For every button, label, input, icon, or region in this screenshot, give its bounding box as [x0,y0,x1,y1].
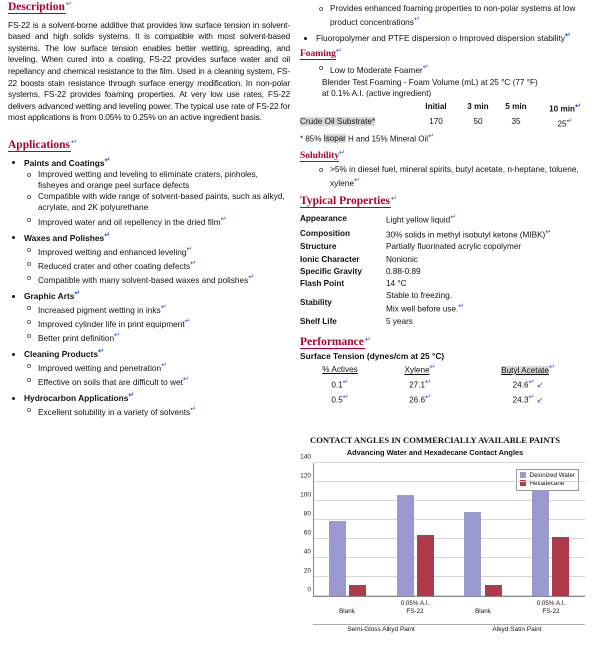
list-item: o Increased pigment wetting in inks↵ [38,302,290,316]
pilcrow-icon: ↵ [104,156,111,164]
description-body: FS-22 is a solvent-borne additive that provides low surface tension in solvent-based and high solids systems. It is compatible with most solvent-based systems. The low surface tension enables better wetting, spreading, and leveling. When cured into a coating, FS-22 provides surface water and oil repellancy and chemical resistance to the film. Used in a cleaning system, FS-22 boosts stain resistance through surface energy modification. In non-polar systems, FS-22 provides foaming properties. At very low use rates, FS-22 delivers advanced wetting and leveling power. The typical use rate of FS-22 for most applications is from 0.05% to 0.25% on an active ingredient basis. [8,19,290,123]
typical-properties-table [300,211,596,328]
list-item: • Fluoropolymer and PTFE dispersion o Improved dispersion stability↵ [316,30,596,44]
chart-plot-wrapper [277,453,593,641]
pilcrow-icon: ↵ [422,64,429,72]
pilcrow-icon: ↵ [186,245,193,253]
sub-list [24,302,290,344]
foaming-heading: Foaming [300,49,336,60]
chart-bar-hexadecane [349,585,366,596]
chart-xtick-0: Blank [339,607,355,615]
pilcrow-icon: ↵ [342,378,349,386]
chart-ytick-label: 0 [307,586,311,593]
performance-subtitle: Surface Tension (dynes/cm at 25 °C) [300,350,445,361]
chart-xtick-line: 0.05% A.I. [400,600,430,607]
list-item: o Improved wetting and enhanced leveling↵ [38,244,290,258]
chart-ytick-label: 80 [303,510,311,517]
list-item: o Excellent solubility in a variety of solvents↵ [38,404,290,418]
chart-bar-hexadecane [552,537,569,596]
chart-group-label-1: Alkyd Satin Paint [449,624,585,634]
chart-title: CONTACT ANGLES IN COMMERCIALLY AVAILABLE PAINTS [310,435,560,445]
chart-bar-deionized-water [397,495,414,596]
pilcrow-icon: ↵ [114,331,120,339]
table-row: Ionic Character Nonionic [300,254,418,264]
sub-list [24,169,290,228]
pilcrow-icon: ↵ [545,228,552,236]
pilcrow-icon: ↵ [71,139,77,146]
pilcrow-icon: ↵ [425,393,431,401]
list-item: o Compatible with many solvent-based waxes and polishes↵ [38,272,290,286]
legend-swatch-icon [520,472,526,478]
table-row: Composition 30% solids in methyl isobutyl ketone (MIBK)↵ [300,228,552,240]
pilcrow-icon: ↵ [528,378,535,386]
pilcrow-icon: ↵ [74,289,81,297]
performance-heading: Performance [300,335,364,348]
pilcrow-icon: ↵ [458,303,465,311]
foaming-note-line2: at 0.1% A.I. (active ingredient) [322,88,432,98]
table-row: 0.1↵ 27.1↵ 24.6↵ ↙ [331,378,544,390]
pilcrow-icon: ↵ [104,231,111,239]
chart-ytick-label: 140 [300,453,311,460]
chart-bar-deionized-water [464,512,481,596]
right-column [300,0,596,406]
list-item: o Effective on soils that are difficult to wet↵ [38,374,290,388]
table-row: Shelf Life 5 years [300,317,413,327]
list-item: • Paints and Coatings↵ o Improved wetting and leveling to eliminate craters, pinholes, fisheyes and orange peel surface defects o Compatible with wide range of solvent-based paints, such as alkyd, acrylate, and 2K polyurethane o Improved water and oil repellency in the dried film↵ [24,155,290,228]
pilcrow-icon: ↵ [342,393,349,401]
left-column [8,0,290,420]
table-row: Structure Partially fluorinated acrylic copolymer [300,242,522,252]
solubility-heading: Solubility [300,150,340,161]
list-item: • Cleaning Products↵ o Improved wetting and penetration↵ o Effective on soils that are difficult to wet↵ [24,346,290,388]
chart-legend [516,469,579,491]
list-item: o Improved water and oil repellency in the dried film↵ [38,214,290,228]
chart-gridline [300,453,585,463]
pilcrow-icon: ↵ [160,303,167,311]
pilcrow-icon: ↵ [339,149,345,157]
pilcrow-icon: ↵ [220,215,227,223]
pilcrow-icon: ↵ [425,378,431,386]
chart-xtick-line: FS-22 [406,607,424,615]
pilcrow-icon: ↵ [450,213,457,221]
foaming-row-label: Crude Oil Substrate* [300,116,376,126]
sub-list [24,404,290,418]
performance-table [300,362,596,406]
chart-xtick-1 [381,600,449,615]
continued-list [300,30,596,44]
pilcrow-icon: ↵ [429,364,436,372]
chart-xtick-2: Blank [475,607,491,615]
list-item: • Hydrocarbon Applications↵ o Excellent solubility in a variety of solvents↵ [24,390,290,418]
foaming-bullet-list [300,62,596,76]
pilcrow-icon: ↵ [528,393,535,401]
pilcrow-icon: ↵ [390,195,397,203]
list-item: o Improved wetting and penetration↵ [38,360,290,374]
chart-bar-deionized-water [329,521,346,596]
chart-ytick-label: 20 [303,567,311,574]
chart-xtick-line: 0.05% A.I. [536,600,566,607]
pilcrow-icon: ↵ [161,362,168,370]
chart-bar-hexadecane [417,535,434,596]
table-row: Appearance Light yellow liquid↵ [300,213,457,225]
list-item: o Provides enhanced foaming properties to non-polar systems at low product concentrations↵ [330,3,596,28]
pilcrow-icon: ↵ [413,16,420,24]
sub-list [24,244,290,286]
sub-list [24,360,290,388]
continued-sub-list [300,3,596,28]
chart-xtick-3 [517,600,585,615]
contact-angle-chart [277,435,593,657]
pilcrow-icon: ↵ [548,364,555,372]
table-row: Initial 3 min 5 min 10 min↵ [425,102,581,114]
list-item: o >5% in diesel fuel, mineral spirits, butyl acetate, n-heptane, toluene, xylene↵ [330,164,596,189]
return-icon: ↙ [534,395,544,405]
table-row: Crude Oil Substrate* 170 50 35 25↵ [300,116,596,131]
list-item: o Reduced crater and other coating defects↵ [38,258,290,272]
legend-entry: Hexadecane [520,480,575,488]
pilcrow-icon: ↵ [65,1,72,8]
list-item: • Graphic Arts↵ o Increased pigment wetting in inks↵ o Improved cylinder life in print equipment↵ o Better print definition↵ [24,288,290,344]
pilcrow-icon: ↵ [190,259,197,267]
chart-ytick-label: 60 [303,529,311,536]
chart-plot-area [300,453,585,597]
return-icon: ↙ [534,380,544,390]
applications-list [8,155,290,419]
list-item: o Compatible with wide range of solvent-based paints, such as alkyd, acrylate, and 2K polyurethane [38,191,290,213]
pilcrow-icon: ↵ [182,376,189,384]
list-item: o Improved wetting and leveling to eliminate craters, pinholes, fisheyes and orange peel surface defects [38,169,290,191]
pilcrow-icon: ↵ [565,32,571,40]
table-row: Flash Point 14 °C [300,279,407,289]
foaming-note-line1: Blender Test Foaming - Foam Volume (mL) at 25 °C (77 °F) [322,78,538,88]
pilcrow-icon: ↵ [335,47,342,55]
table-row: Specific Gravity 0.88-0.89 [300,266,421,276]
pilcrow-icon: ↵ [353,177,360,185]
chart-bar-hexadecane [485,585,502,596]
typical-properties-heading: Typical Properties [300,195,390,208]
solubility-bullet-list [300,164,596,189]
table-row: Stability Stable to freezing. Mix well before use.↵ [300,291,465,314]
list-item: • Waxes and Polishes↵ o Improved wetting and enhanced leveling↵ o Reduced crater and other coating defects↵ o Compatible with many solvent-based waxes and polishes↵ [24,230,290,286]
chart-bar-deionized-water [532,490,549,596]
list-item: o Low to Moderate Foamer↵ [330,62,596,76]
pilcrow-icon: ↵ [190,406,197,414]
list-item: o Better print definition↵ [38,330,290,344]
table-row: 0.5↵ 26.6↵ 24.3↵ ↙ [331,393,544,405]
pilcrow-icon: ↵ [364,336,371,344]
pilcrow-icon: ↵ [248,273,255,281]
pilcrow-icon: ↵ [566,117,573,125]
chart-group-label-0: Semi-Gloss Alkyd Paint [313,624,449,634]
pilcrow-icon: ↵ [128,392,135,399]
pilcrow-icon: ↵ [98,347,104,355]
foaming-table [300,102,596,131]
foaming-footnote: * 85% Isopar H and 15% Mineral Oil↵ [300,132,434,144]
chart-subtitle: Advancing Water and Hexadecane Contact Angles [346,448,524,457]
table-row: % Actives Xylene↵ Butyl Acetate↵ [322,364,555,375]
pilcrow-icon: ↵ [428,132,434,140]
chart-ytick-label: 40 [303,548,311,555]
description-heading: Description [8,0,65,13]
pilcrow-icon: ↵ [575,103,581,111]
applications-heading: Applications [8,138,70,151]
pilcrow-icon: ↵ [184,317,191,325]
chart-xtick-line: FS-22 [542,607,560,615]
list-item: o Improved cylinder life in print equipment↵ [38,316,290,330]
legend-entry: Deionized Water [520,472,575,480]
chart-ytick-label: 100 [300,491,311,498]
chart-ytick-label: 120 [300,472,311,479]
